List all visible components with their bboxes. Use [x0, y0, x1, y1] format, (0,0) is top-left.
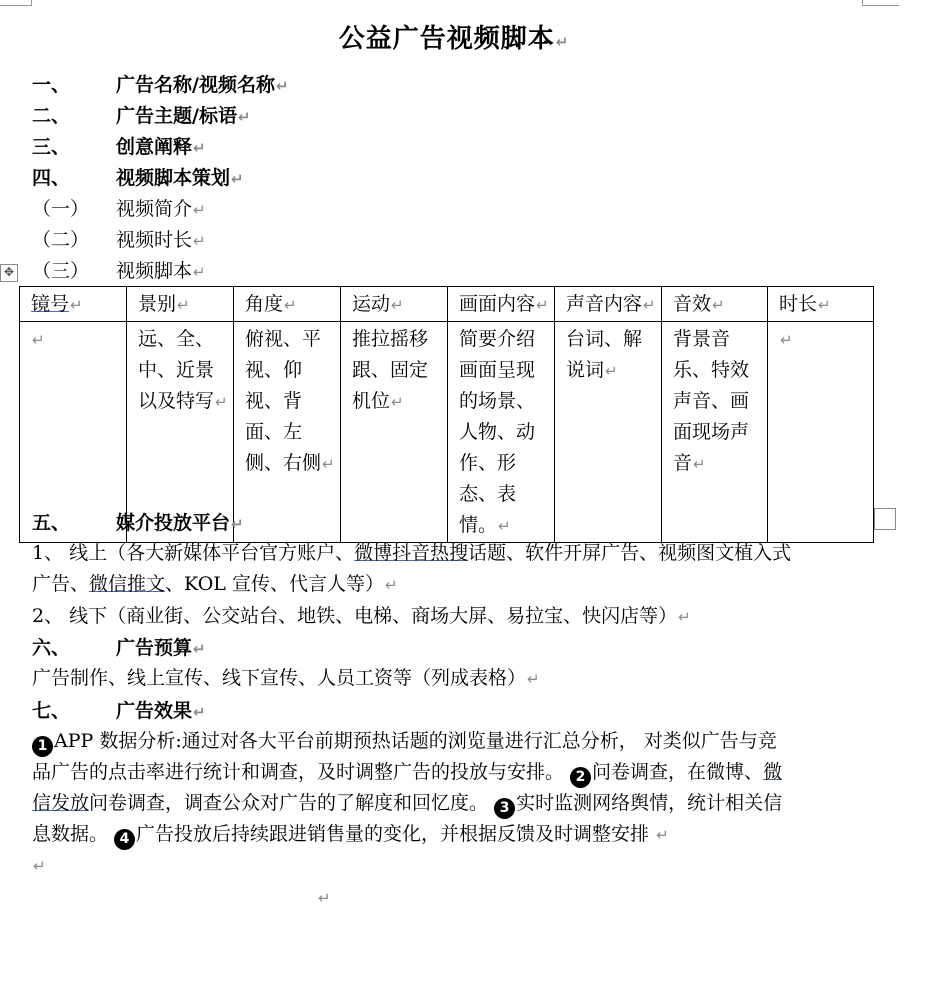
paragraph-mark: ↵: [391, 393, 404, 411]
paragraph-mark: ↵: [231, 170, 244, 188]
table-cell[interactable]: 俯视、平视、仰视、背面、左侧、右侧↵: [234, 322, 341, 543]
paragraph-mark: ↵: [193, 640, 206, 658]
paragraph-mark: ↵: [237, 108, 251, 126]
paragraph-mark: ↵: [656, 826, 669, 844]
paragraph-mark: ↵: [70, 296, 83, 314]
table-header-cell[interactable]: 声音内容↵: [555, 287, 662, 322]
paragraph-mark: ↵: [536, 296, 549, 314]
empty-paragraph-end[interactable]: [317, 882, 417, 914]
paragraph-mark: ↵: [215, 393, 228, 411]
circled-number-4-icon: 4: [114, 829, 135, 850]
table-resize-handle[interactable]: [874, 508, 896, 530]
table-header-cell[interactable]: 镜号↵: [20, 287, 127, 322]
paragraph-mark: ↵: [818, 296, 831, 314]
paragraph-mark: ↵: [193, 263, 206, 281]
paragraph-mark: ↵: [678, 608, 691, 626]
section-heading-1[interactable]: 一、 广告名称/视频名称↵: [32, 74, 289, 96]
link-wechat-article[interactable]: 微信推文: [89, 573, 166, 595]
circled-number-3-icon: 3: [494, 798, 515, 819]
margin-corner-mark-right: [862, 0, 899, 6]
section-heading-2[interactable]: 二、 广告主题/标语↵: [32, 105, 251, 127]
link-weixin-fafang-part1[interactable]: 微: [763, 761, 783, 783]
paragraph-mark: ↵: [193, 139, 206, 157]
table-header-cell[interactable]: 角度↵: [234, 287, 341, 322]
table-cell[interactable]: 台词、解说词↵: [555, 322, 662, 543]
table-cell[interactable]: 背景音乐、特效声音、画面现场声音↵: [662, 322, 768, 543]
section-heading-4[interactable]: 四、 视频脚本策划↵: [32, 167, 244, 189]
table-header-cell[interactable]: 时长↵: [768, 287, 874, 322]
table-move-handle-icon[interactable]: ✥: [0, 264, 18, 282]
paragraph-mark: ↵: [32, 331, 45, 349]
paragraph-mark: ↵: [780, 331, 793, 349]
paragraph-mark: ↵: [193, 232, 206, 250]
table-cell[interactable]: 简要介绍画面呈现的场景、人物、动作、形态、表情。↵: [448, 322, 555, 543]
paragraph-mark: ↵: [322, 455, 335, 473]
table-cell[interactable]: 远、全、中、近景以及特写↵: [127, 322, 234, 543]
media-item-online[interactable]: 1、 线上（各大新媒体平台官方账户、微博抖音热搜话题、软件开屏广告、视频图文植入式 广告、微信推文、KOL 宣传、代言人等）↵: [32, 542, 792, 595]
script-table[interactable]: [19, 286, 874, 543]
paragraph-mark: ↵: [391, 296, 404, 314]
paragraph-mark: ↵: [177, 296, 190, 314]
document-title[interactable]: 公益广告视频脚本↵: [338, 24, 570, 54]
paragraph-mark: ↵: [231, 515, 244, 533]
table-cell[interactable]: 推拉摇移跟、固定机位↵: [341, 322, 448, 543]
table-header-cell[interactable]: 运动↵: [341, 287, 448, 322]
paragraph-mark: ↵: [643, 296, 656, 314]
circled-number-1-icon: 1: [32, 736, 53, 757]
paragraph-mark: ↵: [33, 857, 46, 875]
media-item-offline[interactable]: 2、 线下（商业街、公交站台、地铁、电梯、商场大屏、易拉宝、快闪店等）↵: [32, 605, 691, 627]
link-weibo-douyin[interactable]: 微博抖音热搜: [354, 542, 469, 564]
link-weixin-fafang-part2[interactable]: 信发放: [32, 792, 90, 814]
margin-corner-mark-left: [0, 0, 32, 6]
paragraph-mark: ↵: [384, 576, 398, 594]
subsection-1[interactable]: （一） 视频简介↵: [32, 198, 206, 220]
table-header-cell[interactable]: 画面内容↵: [448, 287, 555, 322]
table-header-cell[interactable]: 景别↵: [127, 287, 234, 322]
empty-paragraph[interactable]: [32, 850, 872, 882]
circled-number-2-icon: 2: [570, 767, 591, 788]
paragraph-mark: ↵: [605, 362, 618, 380]
paragraph-mark: ↵: [712, 296, 725, 314]
section-heading-3[interactable]: 三、 创意阐释↵: [32, 136, 206, 158]
subsection-3[interactable]: （三） 视频脚本↵: [32, 260, 206, 282]
effect-paragraph[interactable]: 1 APP 数据分析:通过对各大平台前期预热话题的浏览量进行汇总分析， 对类似广告与竞 品广告的点击率进行统计和调查，及时调整广告的投放与安排。 2 问卷调查，在微博、微 信发放问卷调查，调查公众对广告的了解度和回忆度。 3 实时监测网络舆情，统计相关信 息数据。 4 广告投放后持续跟进销售量的变化，并根据反馈及时调整安排 ↵: [32, 726, 872, 851]
section-heading-7[interactable]: 七、 广告效果↵: [32, 700, 206, 722]
paragraph-mark: ↵: [318, 889, 331, 907]
paragraph-mark: ↵: [193, 703, 206, 721]
table-header-cell[interactable]: 音效↵: [662, 287, 768, 322]
budget-text[interactable]: 广告制作、线上宣传、线下宣传、人员工资等（列成表格）↵: [32, 667, 540, 689]
paragraph-mark: ↵: [555, 33, 570, 51]
table-cell[interactable]: [768, 322, 874, 543]
paragraph-mark: ↵: [693, 455, 706, 473]
section-heading-6[interactable]: 六、 广告预算↵: [32, 637, 206, 659]
paragraph-mark: ↵: [498, 517, 511, 535]
paragraph-mark: ↵: [193, 201, 206, 219]
paragraph-mark: ↵: [275, 77, 289, 95]
table-header-row: [20, 287, 874, 322]
paragraph-mark: ↵: [527, 670, 540, 688]
paragraph-mark: ↵: [284, 296, 297, 314]
subsection-2[interactable]: （二） 视频时长↵: [32, 229, 206, 251]
section-heading-5[interactable]: 五、 媒介投放平台↵: [32, 512, 244, 534]
